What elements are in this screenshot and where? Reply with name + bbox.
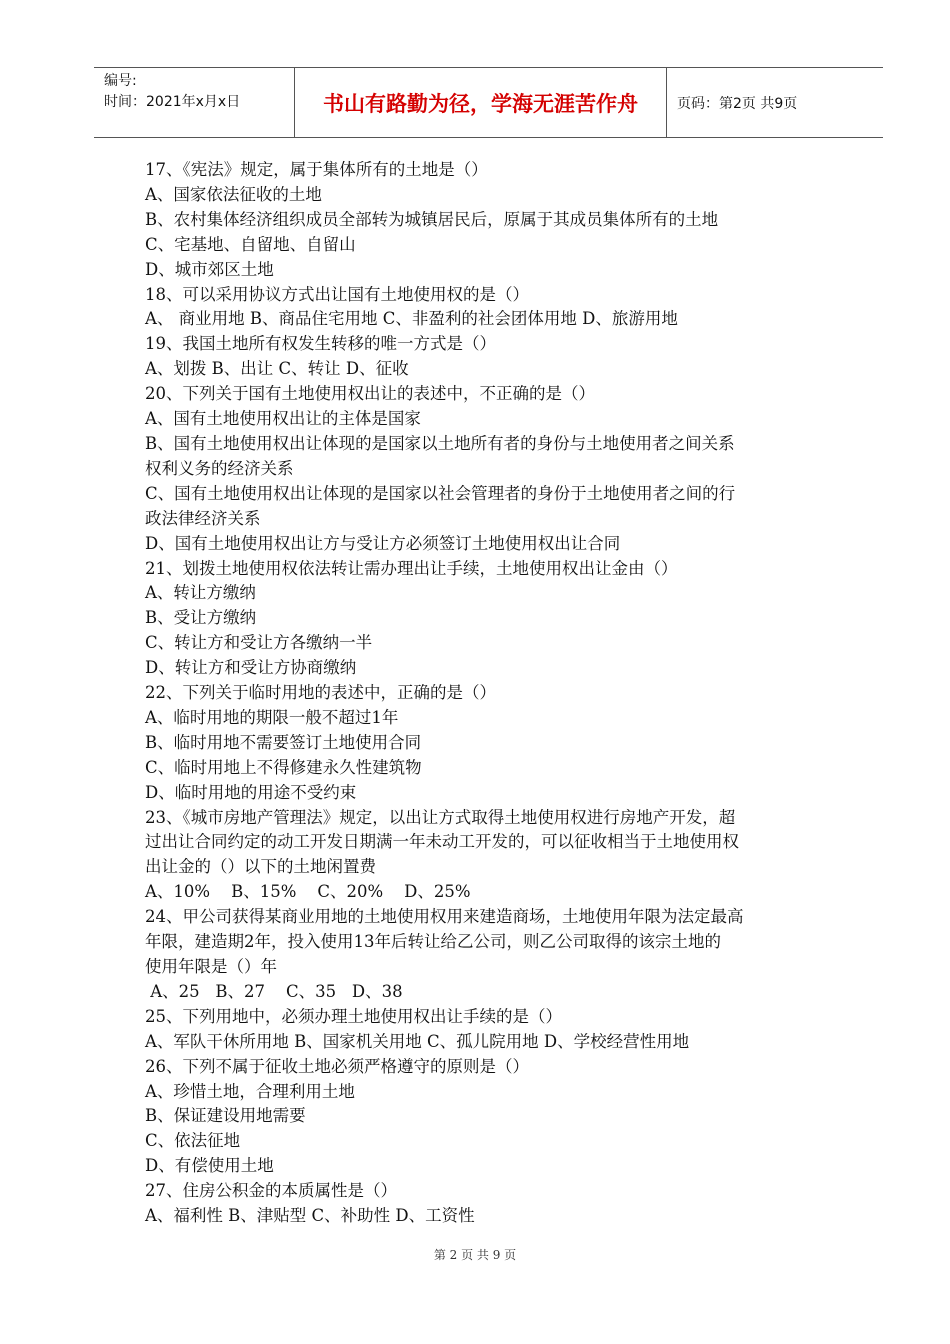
text-line: B、保证建设用地需要: [145, 1106, 306, 1126]
text-line: A、临时用地的期限一般不超过1年: [145, 707, 399, 727]
text-line: B、国有土地使用权出让体现的是国家以土地所有者的身份与土地使用者之间关系: [145, 433, 735, 453]
text-line: 20、下列关于国有土地使用权出让的表述中，不正确的是（）: [145, 384, 595, 404]
text-line: 出让金的（）以下的土地闲置费: [145, 857, 376, 877]
page-footer: 第 2 页 共 9 页: [433, 1248, 517, 1262]
serial-label: 编号:: [104, 73, 137, 89]
text-line: A、国家依法征收的土地: [145, 184, 322, 204]
text-line: A、 商业用地 B、商品住宅用地 C、非盈利的社会团体用地 D、旅游用地: [145, 309, 678, 329]
text-line: A、转让方缴纳: [145, 583, 256, 603]
text-line: C、宅基地、自留地、自留山: [145, 234, 356, 254]
text-line: 22、下列关于临时用地的表述中，正确的是（）: [145, 683, 496, 703]
text-line: 18、可以采用协议方式出让国有土地使用权的是（）: [145, 284, 529, 304]
text-line: 19、我国土地所有权发生转移的唯一方式是（）: [145, 334, 496, 354]
text-line: 21、划拨土地使用权依法转让需办理出让手续，土地使用权出让金由（）: [145, 558, 678, 578]
text-line: A、10% B、15% C、20% D、25%: [145, 882, 471, 902]
text-line: 25、下列用地中，必须办理土地使用权出让手续的是（）: [145, 1006, 562, 1026]
text-line: 27、住房公积金的本质属性是（）: [145, 1181, 397, 1201]
header-page-number: 页码：第2页 共9页: [677, 95, 798, 112]
text-line: 23、《城市房地产管理法》规定，以出让方式取得土地使用权进行房地产开发，超: [145, 807, 736, 827]
text-line: D、转让方和受让方协商缴纳: [145, 658, 357, 678]
text-line: 权利义务的经济关系: [145, 458, 294, 478]
document-body: [145, 158, 850, 1229]
text-line: 年限，建造期2年，投入使用13年后转让给乙公司，则乙公司取得的该宗土地的: [145, 932, 721, 952]
text-line: D、城市郊区土地: [145, 259, 274, 279]
text-line: B、临时用地不需要签订土地使用合同: [145, 732, 422, 752]
text-line: A、划拨 B、出让 C、转让 D、征收: [145, 359, 409, 379]
text-line: A、军队干休所用地 B、国家机关用地 C、孤儿院用地 D、学校经营性用地: [145, 1031, 690, 1051]
header-motto: 书山有路勤为径，学海无涯苦作舟: [295, 68, 667, 137]
header-meta: [94, 68, 295, 137]
text-line: 政法律经济关系: [145, 508, 261, 528]
text-line: A、国有土地使用权出让的主体是国家: [145, 409, 421, 429]
text-line: 26、下列不属于征收土地必须严格遵守的原则是（）: [145, 1056, 529, 1076]
text-line: 24、甲公司获得某商业用地的土地使用权用来建造商场，土地使用年限为法定最高: [145, 907, 744, 927]
text-line: A、福利性 B、津贴型 C、补助性 D、工资性: [145, 1206, 475, 1226]
text-line: C、国有土地使用权出让体现的是国家以社会管理者的身份于土地使用者之间的行: [145, 483, 736, 503]
text-line: C、转让方和受让方各缴纳一半: [145, 633, 373, 653]
time-label: 时间：2021年x月x日: [104, 94, 241, 110]
text-line: D、有偿使用土地: [145, 1156, 274, 1176]
text-line: A、25 B、27 C、35 D、38: [145, 981, 403, 1001]
text-line: C、临时用地上不得修建永久性建筑物: [145, 757, 422, 777]
text-line: 过出让合同约定的动工开发日期满一年未动工开发的，可以征收相当于土地使用权: [145, 832, 739, 852]
text-line: D、国有土地使用权出让方与受让方必须签订土地使用权出让合同: [145, 533, 621, 553]
text-line: B、受让方缴纳: [145, 608, 257, 628]
text-line: D、临时用地的用途不受约束: [145, 782, 357, 802]
text-line: B、农村集体经济组织成员全部转为城镇居民后，原属于其成员集体所有的土地: [145, 209, 719, 229]
text-line: A、珍惜土地，合理利用土地: [145, 1081, 355, 1101]
text-line: 使用年限是（）年: [145, 957, 277, 976]
page-header: [94, 67, 883, 138]
text-line: C、依法征地: [145, 1131, 241, 1151]
text-line: 17、《宪法》规定，属于集体所有的土地是（）: [145, 160, 488, 179]
